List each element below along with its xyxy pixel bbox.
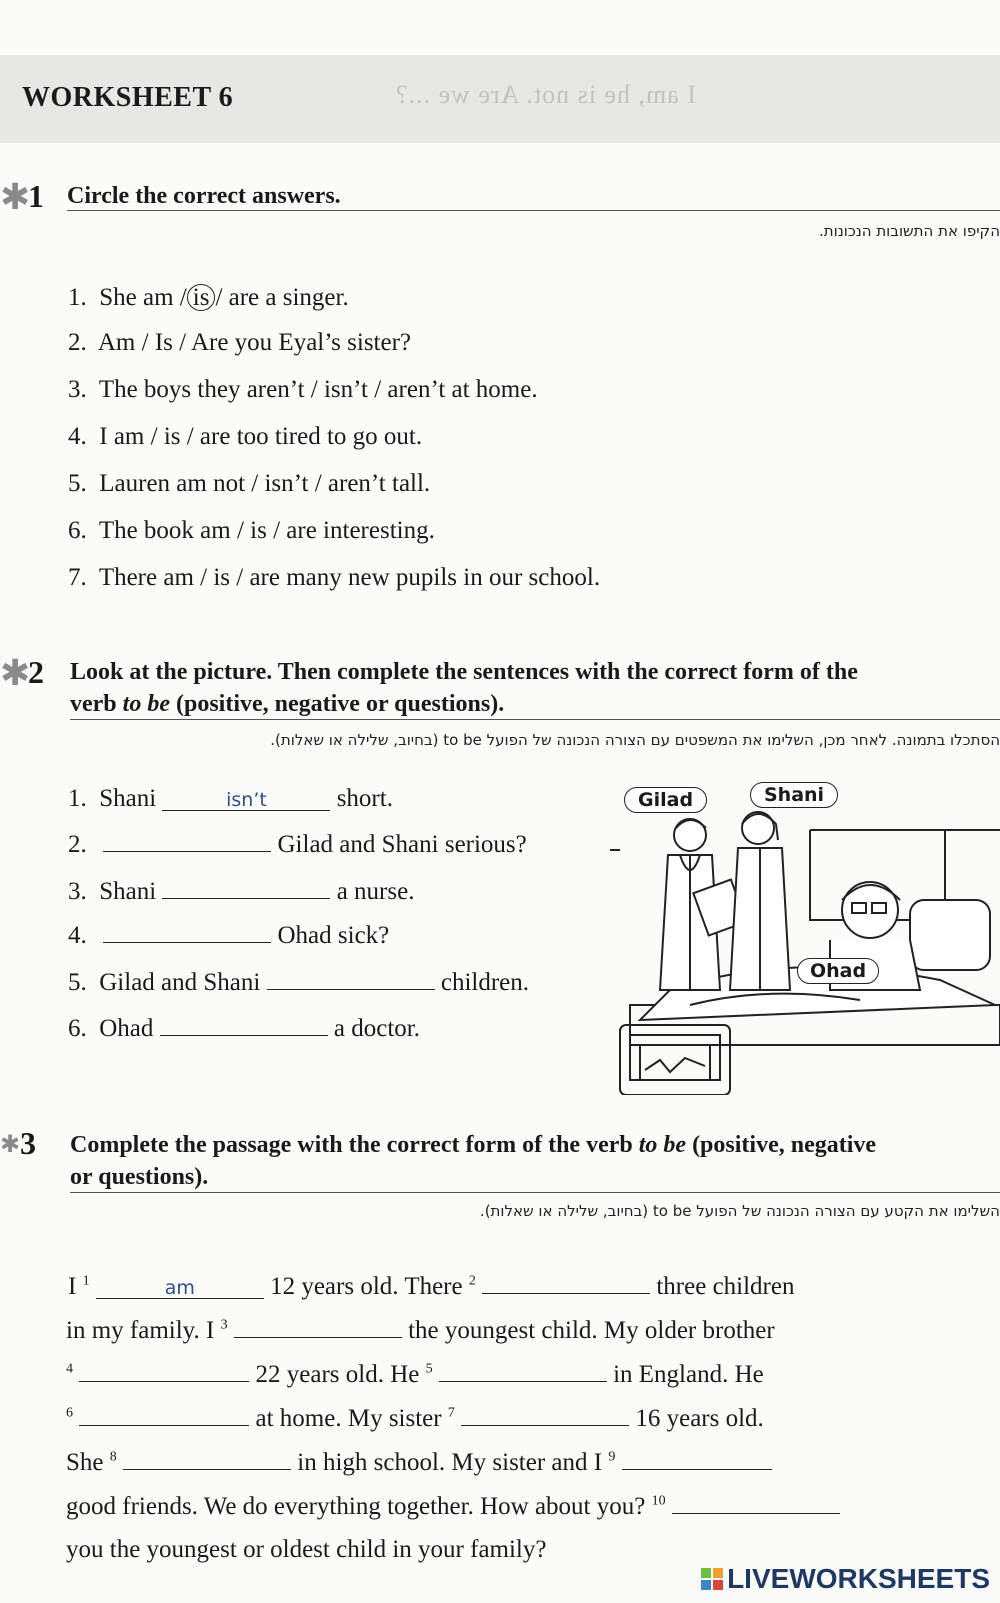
- label-ohad: Ohad: [797, 958, 879, 984]
- ex2-item-2: [68, 832, 527, 857]
- ex1-item-2[interactable]: [68, 330, 411, 355]
- answer-blank[interactable]: [123, 1449, 291, 1470]
- answer-blank[interactable]: am: [96, 1279, 264, 1299]
- item-number: 5.: [68, 969, 87, 996]
- item-text: Gilad and Shani: [99, 969, 261, 996]
- exercise-3-title: [70, 1129, 876, 1194]
- item-text[interactable]: The boys they aren’t / isn’t / aren’t at home.: [98, 376, 538, 403]
- answer-blank[interactable]: [234, 1317, 402, 1338]
- answer-blank[interactable]: [622, 1449, 772, 1470]
- exercise-1-hebrew: הקיפו את התשובות הנכונות.: [819, 222, 1000, 240]
- circled-answer[interactable]: is: [187, 284, 216, 311]
- item-number: 2.: [68, 831, 87, 858]
- exercise-2-title: [70, 656, 858, 721]
- item-text[interactable]: The book am / is / are interesting.: [98, 517, 435, 544]
- divider: [70, 719, 1000, 720]
- ex1-item-7[interactable]: [68, 565, 600, 590]
- title-italic: to be: [122, 691, 170, 718]
- ex1-item-1: [68, 284, 349, 311]
- passage-text: in England. He: [613, 1361, 764, 1388]
- item-number: 4.: [68, 922, 87, 949]
- title-text: Complete the passage with the correct form of the verb: [70, 1132, 639, 1158]
- exercise-1-title: Circle the correct answers.: [67, 183, 341, 209]
- exercise-2-hebrew: הסתכלו בתמונה. לאחר מכן, השלימו את המשפטים עם הצורה הנכונה של הפועל to be (בחיוב, שלילה או שאלות).: [270, 731, 1000, 749]
- passage-line-4: [66, 1405, 764, 1431]
- ex1-item-3[interactable]: [68, 377, 538, 402]
- title-text: verb: [70, 691, 123, 718]
- blank-number: 4: [66, 1361, 73, 1377]
- passage-text: in my family. I: [66, 1317, 215, 1344]
- passage-text: 22 years old. He: [255, 1361, 420, 1388]
- blank-number: 6: [66, 1405, 73, 1421]
- answer-blank[interactable]: [162, 898, 330, 899]
- title-italic: to be: [638, 1132, 687, 1158]
- divider: [70, 1192, 1000, 1193]
- item-number: 6.: [68, 517, 87, 544]
- title-line: [70, 1129, 876, 1161]
- bed-footboard-inner: [630, 1035, 720, 1080]
- item-number: 1.: [68, 785, 87, 812]
- passage-line-1: [68, 1273, 794, 1299]
- answer-blank[interactable]: [482, 1273, 650, 1294]
- label-shani: Shani: [750, 782, 838, 808]
- divider: [67, 210, 1000, 211]
- passage-text: She: [66, 1449, 104, 1476]
- item-number: 3.: [68, 878, 87, 905]
- title-text: (positive, negative or questions).: [169, 691, 505, 718]
- blank-number: 8: [109, 1449, 117, 1465]
- ex1-item-6[interactable]: [68, 518, 435, 543]
- pillow: [910, 900, 990, 970]
- passage-line-2: [66, 1317, 775, 1343]
- logo-text: LIVEWORKSHEETS: [727, 1563, 990, 1594]
- ex2-item-1: [68, 786, 393, 811]
- item-text: Gilad and Shani serious?: [277, 831, 527, 858]
- star-icon: ✱: [0, 177, 31, 218]
- item-text: Ohad sick?: [277, 922, 390, 949]
- item-text: Shani: [99, 785, 157, 812]
- passage-line-3: [66, 1361, 764, 1387]
- label-gilad: Gilad: [624, 787, 707, 813]
- liveworksheets-logo: [701, 1563, 990, 1595]
- passage-text: I: [68, 1273, 77, 1300]
- item-text: Shani: [99, 878, 157, 905]
- answer-blank[interactable]: [79, 1405, 249, 1426]
- passage-text: 12 years old. There: [270, 1273, 463, 1300]
- passage-text: you the youngest or oldest child in your family?: [66, 1536, 547, 1563]
- passage-text: good friends. We do everything together. How about you?: [66, 1493, 646, 1520]
- answer-blank[interactable]: [103, 942, 271, 943]
- ex1-item-4[interactable]: [68, 424, 422, 449]
- item-number: 4.: [68, 423, 87, 450]
- answer-blank[interactable]: [103, 851, 271, 852]
- logo-square: [701, 1568, 711, 1578]
- logo-square: [701, 1580, 711, 1590]
- item-text: children.: [440, 969, 530, 996]
- bleed-through-text: I am, he is not. Are we ...?: [395, 80, 696, 109]
- item-text: She am /: [99, 284, 187, 311]
- title-line: [70, 688, 858, 720]
- exercise-1-number: 1: [28, 178, 44, 214]
- passage-line-6: [66, 1493, 840, 1519]
- passage-text: in high school. My sister and I: [297, 1449, 603, 1476]
- item-number: 6.: [68, 1015, 87, 1042]
- blank-number: 7: [447, 1405, 455, 1421]
- item-text: a doctor.: [333, 1015, 420, 1042]
- star-icon: ✱: [0, 653, 31, 694]
- exercise-2-number: 2: [28, 654, 44, 690]
- item-text: Ohad: [99, 1015, 154, 1042]
- ex2-item-5: [68, 970, 529, 995]
- star-icon: ✱: [0, 1130, 21, 1158]
- blank-number: 3: [220, 1317, 228, 1333]
- blank-number: 9: [608, 1449, 616, 1465]
- item-number: 2.: [68, 329, 87, 356]
- item-text[interactable]: There am / is / are many new pupils in our school.: [98, 564, 601, 591]
- item-number: 5.: [68, 470, 87, 497]
- item-text[interactable]: I am / is / are too tired to go out.: [99, 423, 423, 450]
- illustration-svg: [610, 790, 1000, 1095]
- ex2-item-6: [68, 1016, 420, 1041]
- hospital-illustration: [610, 784, 1000, 1095]
- answer-blank[interactable]: [160, 1035, 328, 1036]
- item-text: a nurse.: [336, 878, 415, 905]
- answer-blank[interactable]: [267, 989, 435, 990]
- passage-text: 16 years old.: [635, 1405, 764, 1432]
- answer-blank[interactable]: [79, 1361, 249, 1382]
- answer-blank[interactable]: [461, 1405, 629, 1426]
- blank-number: 5: [425, 1361, 433, 1377]
- answer-blank[interactable]: [439, 1361, 607, 1382]
- passage-line-7: [66, 1537, 546, 1562]
- item-number: 1.: [68, 284, 87, 311]
- title-line: or questions).: [70, 1164, 209, 1191]
- logo-square: [713, 1568, 723, 1578]
- ex2-item-3: [68, 879, 414, 904]
- item-number: 7.: [68, 564, 87, 591]
- exercise-3-hebrew: השלימו את הקטע עם הצורה הנכונה של הפועל to be (בחיוב, שלילה או שאלות).: [479, 1202, 1000, 1220]
- exercise-3-number: 3: [20, 1125, 36, 1161]
- passage-text: at home. My sister: [255, 1405, 442, 1432]
- passage-line-5: [66, 1449, 772, 1475]
- item-text: / are a singer.: [215, 284, 349, 311]
- title-line: Look at the picture. Then complete the sentences with the correct form of the: [70, 659, 858, 685]
- passage-text: the youngest child. My older brother: [408, 1317, 775, 1344]
- answer-blank[interactable]: isn’t: [162, 791, 330, 811]
- logo-grid-icon: [701, 1568, 723, 1590]
- item-text[interactable]: Lauren am not / isn’t / aren’t tall.: [99, 470, 431, 497]
- passage-text: three children: [656, 1273, 795, 1300]
- item-number: 3.: [68, 376, 87, 403]
- item-text[interactable]: Am / Is / Are you Eyal’s sister?: [97, 329, 412, 356]
- ex2-item-4: [68, 923, 389, 948]
- logo-square: [713, 1580, 723, 1590]
- blank-number: 2: [468, 1273, 476, 1289]
- monitor-wave: [645, 1058, 705, 1072]
- answer-blank[interactable]: [672, 1493, 840, 1514]
- item-text: short.: [336, 785, 393, 812]
- worksheet-title: WORKSHEET 6: [22, 82, 234, 113]
- blank-number: 10: [651, 1493, 666, 1509]
- monitor: [640, 1045, 710, 1080]
- ex1-item-5[interactable]: [68, 471, 430, 496]
- blank-number: 1: [82, 1273, 90, 1289]
- title-text: (positive, negative: [686, 1132, 877, 1158]
